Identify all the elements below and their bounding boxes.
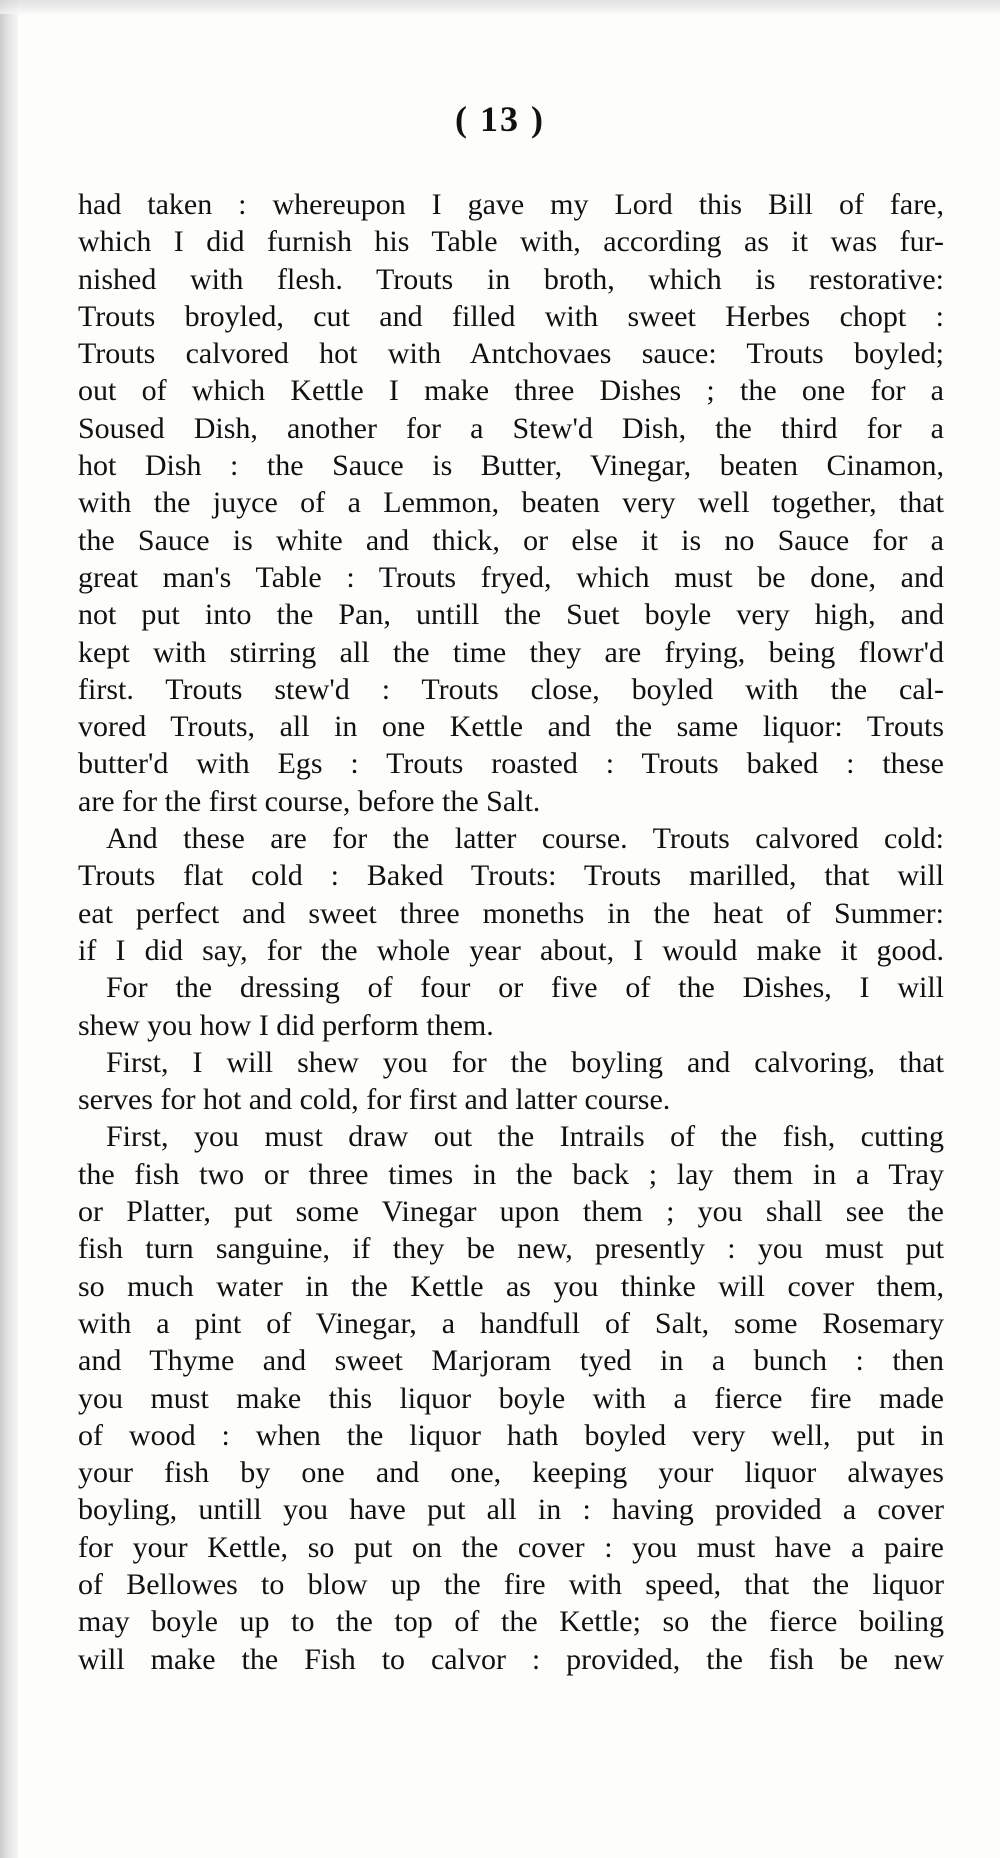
text-line: Trouts calvored hot with Antchovaes sauce: Trouts boyled; (78, 337, 944, 371)
text-line: with the juyce of a Lemmon, beaten very well together, that (78, 486, 944, 520)
text-line: of wood : when the liquor hath boyled very well, put in (78, 1418, 944, 1452)
text-line: butter'd with Egs : Trouts roasted : Trouts baked : these (78, 747, 944, 781)
text-line: will make the Fish to calvor : provided, the fish be new (78, 1642, 944, 1676)
text-line: shew you how I did perform them. (78, 1008, 494, 1042)
text-line: the Sauce is white and thick, or else it is no Sauce for a (78, 523, 944, 557)
text-line: and Thyme and sweet Marjoram tyed in a bunch : then (78, 1344, 944, 1378)
text-line: hot Dish : the Sauce is Butter, Vinegar, beaten Cinamon, (78, 449, 944, 483)
text-line: great man's Table : Trouts fryed, which must be done, and (78, 560, 944, 594)
text-line: First, I will shew you for the boyling and calvoring, that (106, 1045, 944, 1079)
text-line: may boyle up to the top of the Kettle; so the fierce boiling (78, 1605, 944, 1639)
text-line: the fish two or three times in the back ; lay them in a Tray (78, 1157, 944, 1191)
text-line: if I did say, for the whole year about, I would make it good. (78, 933, 944, 967)
text-line: vored Trouts, all in one Kettle and the same liquor: Trouts (78, 710, 944, 744)
text-line: you must make this liquor boyle with a fierce fire made (78, 1381, 944, 1415)
page-top-shadow (0, 0, 1000, 14)
page-number: ( 13 ) (455, 99, 545, 139)
text-line: kept with stirring all the time they are frying, being flowr'd (78, 635, 944, 669)
text-line: not put into the Pan, untill the Suet boyle very high, and (78, 598, 944, 632)
text-line: of Bellowes to blow up the fire with speed, that the liquor (78, 1567, 944, 1601)
text-line: so much water in the Kettle as you thinke will cover them, (78, 1269, 944, 1303)
text-line: with a pint of Vinegar, a handfull of Salt, some Rosemary (78, 1306, 944, 1340)
body-text (78, 186, 944, 1678)
text-line: boyling, untill you have put all in : having provided a cover (78, 1493, 944, 1527)
text-line: Trouts broyled, cut and filled with sweet Herbes chopt : (78, 299, 944, 333)
text-line: Trouts flat cold : Baked Trouts: Trouts marilled, that will (78, 859, 944, 893)
text-line: eat perfect and sweet three moneths in the heat of Summer: (78, 896, 944, 930)
text-line: out of which Kettle I make three Dishes ; the one for a (78, 374, 944, 408)
text-line: First, you must draw out the Intrails of the fish, cutting (106, 1120, 944, 1154)
text-line: your fish by one and one, keeping your liquor alwayes (78, 1456, 944, 1490)
text-line: For the dressing of four or five of the Dishes, I will (106, 971, 944, 1005)
text-line: had taken : whereupon I gave my Lord this Bill of fare, (78, 188, 944, 221)
text-line: serves for hot and cold, for first and latter course. (78, 1083, 671, 1117)
text-line: nished with flesh. Trouts in broth, which is restorative: (78, 262, 944, 296)
text-line: are for the first course, before the Salt. (78, 784, 541, 818)
text-line: And these are for the latter course. Trouts calvored cold: (106, 822, 944, 856)
text-line: Soused Dish, another for a Stew'd Dish, the third for a (78, 411, 944, 445)
text-line: fish turn sanguine, if they be new, presently : you must put (78, 1232, 944, 1266)
text-line: first. Trouts stew'd : Trouts close, boyled with the cal- (78, 672, 944, 706)
text-line: which I did furnish his Table with, according as it was fur- (78, 225, 944, 259)
page-edge-shadow (0, 0, 18, 1858)
text-line: for your Kettle, so put on the cover : you must have a paire (78, 1530, 944, 1564)
text-line: or Platter, put some Vinegar upon them ; you shall see the (78, 1195, 944, 1229)
